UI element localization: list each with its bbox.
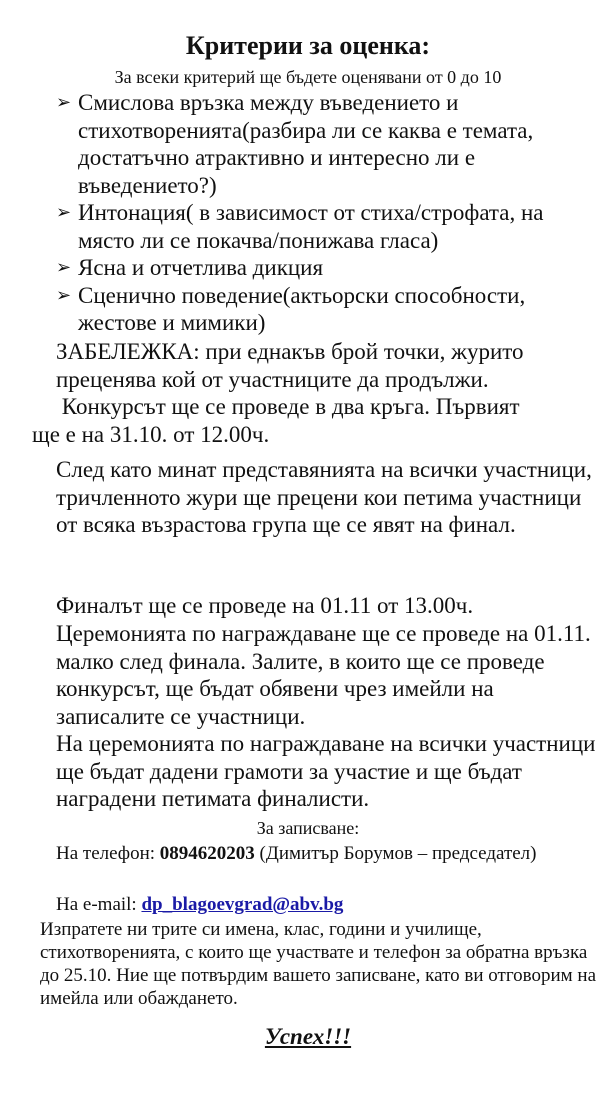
- instructions-paragraph: Изпратете ни трите си имена, клас, години и училище, стихотворенията, с които ще участвате и телефон за обратна връзка до 25.10. Ние ще потвърдим вашето записване, като ви отговорим на имейла или обаждането.: [40, 919, 597, 1009]
- paragraph-awards: На церемонията по награждаване на всички участници ще бъдат дадени грамоти за участие и ще бъдат наградени петимата финалисти.: [56, 731, 596, 811]
- paragraph-selection: След като минат представянията на всички участници, тричленното жури ще прецени кои петима участници от всяка възрастова група ще се явят на финал.: [56, 457, 592, 537]
- document-title: Критерии за оценка:: [185, 31, 431, 60]
- rounds-line-1: Конкурсът ще се проведе в два кръга. Първият: [56, 394, 520, 419]
- email-line: [56, 893, 604, 916]
- phone-contact: (Димитър Борумов – председател): [254, 843, 537, 864]
- rounds-line-2: ще е на 31.10. от 12.00ч.: [32, 422, 270, 447]
- tie-note: ЗАБЕЛЕЖКА: при еднакъв брой точки, журито преценява кой от участниците да продължи.: [56, 339, 524, 392]
- arrow-bullet-icon: ➢: [56, 257, 72, 278]
- arrow-bullet-icon: ➢: [56, 202, 72, 223]
- criterion-item: [56, 282, 604, 337]
- criteria-list: [56, 89, 604, 337]
- email-label: На e-mail:: [56, 894, 142, 915]
- criterion-text: Смислова връзка между въведението и стихотворенията(разбира ли се каква е темата, достатъчно атрактивно и интересно ли е въведението?): [78, 90, 534, 198]
- criterion-item: [56, 89, 604, 199]
- arrow-bullet-icon: ➢: [56, 284, 72, 306]
- criterion-item: [56, 254, 604, 282]
- criterion-item: [56, 199, 604, 254]
- paragraph-ceremony: Церемонията по награждаване ще се проведе на 01.11. малко след финала. Залите, в които ще се проведе конкурсът, ще бъдат обявени чрез имейли на записалите се участници.: [56, 621, 591, 729]
- criterion-text: Интонация( в зависимост от стиха/строфата, на място ли се покачва/понижава гласа): [78, 200, 544, 253]
- scoring-subtitle: За всеки критерий ще бъдете оценявани от 0 до 10: [114, 67, 502, 87]
- phone-label: На телефон:: [56, 843, 160, 864]
- phone-number[interactable]: 0894620203: [159, 843, 255, 864]
- paragraph-final: Финалът ще се проведе на 01.11 от 13.00ч.: [56, 593, 474, 618]
- success-closing: Успех!!!: [264, 1024, 352, 1049]
- arrow-bullet-icon: ➢: [56, 92, 72, 113]
- email-link[interactable]: dp_blagoevgrad@abv.bg: [141, 894, 344, 915]
- signup-heading: За записване:: [256, 818, 360, 838]
- criterion-text: Сценично поведение(актьорски способности, жестове и мимики): [78, 282, 526, 335]
- criterion-text: Ясна и отчетлива дикция: [78, 255, 324, 280]
- phone-line: [56, 842, 604, 865]
